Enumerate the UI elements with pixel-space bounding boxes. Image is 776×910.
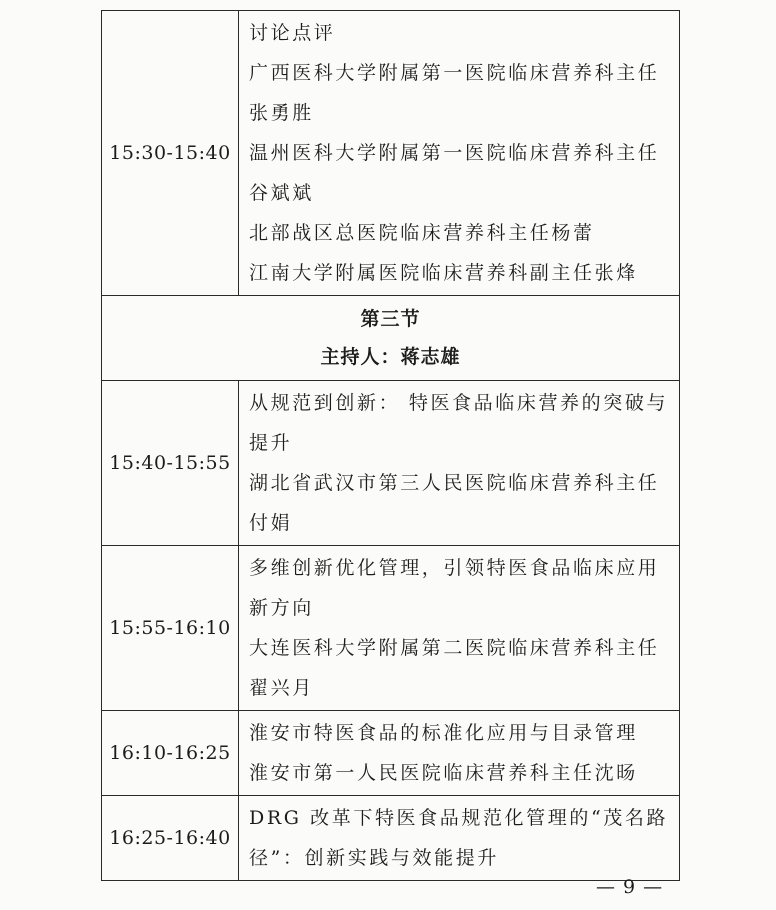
topic-line: 提升 bbox=[249, 432, 293, 454]
speaker-line: 谷斌斌 bbox=[249, 182, 314, 204]
topic-line: 径”：创新实践与效能提升 bbox=[249, 847, 499, 869]
table-row bbox=[102, 796, 680, 881]
section-host: 主持人：蒋志雄 bbox=[320, 346, 461, 368]
time-cell: 16:10-16:25 bbox=[102, 711, 239, 796]
speaker-line: 翟兴月 bbox=[249, 677, 314, 699]
time-cell: 15:30-15:40 bbox=[102, 11, 239, 296]
table-row bbox=[102, 11, 680, 296]
page-number: — 9 — bbox=[596, 876, 664, 898]
speaker-line: 温州医科大学附属第一医院临床营养科主任 bbox=[249, 142, 660, 164]
time-cell: 15:40-15:55 bbox=[102, 381, 239, 546]
topic-line: 新方向 bbox=[249, 597, 314, 619]
topic-line: 讨论点评 bbox=[249, 22, 336, 44]
schedule-table bbox=[101, 10, 680, 881]
speaker-line: 大连医科大学附属第二医院临床营养科主任 bbox=[249, 637, 660, 659]
speaker-line: 付娟 bbox=[249, 512, 293, 534]
table-row bbox=[102, 381, 680, 546]
content-cell bbox=[239, 11, 680, 296]
speaker-line: 湖北省武汉市第三人民医院临床营养科主任 bbox=[249, 472, 660, 494]
time-cell: 15:55-16:10 bbox=[102, 546, 239, 711]
section-title: 第三节 bbox=[360, 308, 421, 330]
content-cell bbox=[239, 381, 680, 546]
speaker-line: 江南大学附属医院临床营养科副主任张烽 bbox=[249, 262, 638, 284]
speaker-line: 淮安市第一人民医院临床营养科主任沈旸 bbox=[249, 762, 638, 784]
table-row bbox=[102, 546, 680, 711]
content-cell bbox=[239, 546, 680, 711]
section-header bbox=[102, 296, 680, 381]
topic-line: DRG 改革下特医食品规范化管理的“茂名路 bbox=[249, 807, 669, 829]
topic-line: 多维创新优化管理，引领特医食品临床应用 bbox=[249, 557, 660, 579]
topic-line: 淮安市特医食品的标准化应用与目录管理 bbox=[249, 722, 638, 744]
speaker-line: 广西医科大学附属第一医院临床营养科主任 bbox=[249, 62, 660, 84]
content-cell bbox=[239, 796, 680, 881]
topic-line: 从规范到创新： 特医食品临床营养的突破与 bbox=[249, 392, 669, 414]
speaker-line: 北部战区总医院临床营养科主任杨蕾 bbox=[249, 222, 595, 244]
table-row bbox=[102, 711, 680, 796]
speaker-line: 张勇胜 bbox=[249, 102, 314, 124]
section-row bbox=[102, 296, 680, 381]
content-cell bbox=[239, 711, 680, 796]
time-cell: 16:25-16:40 bbox=[102, 796, 239, 881]
